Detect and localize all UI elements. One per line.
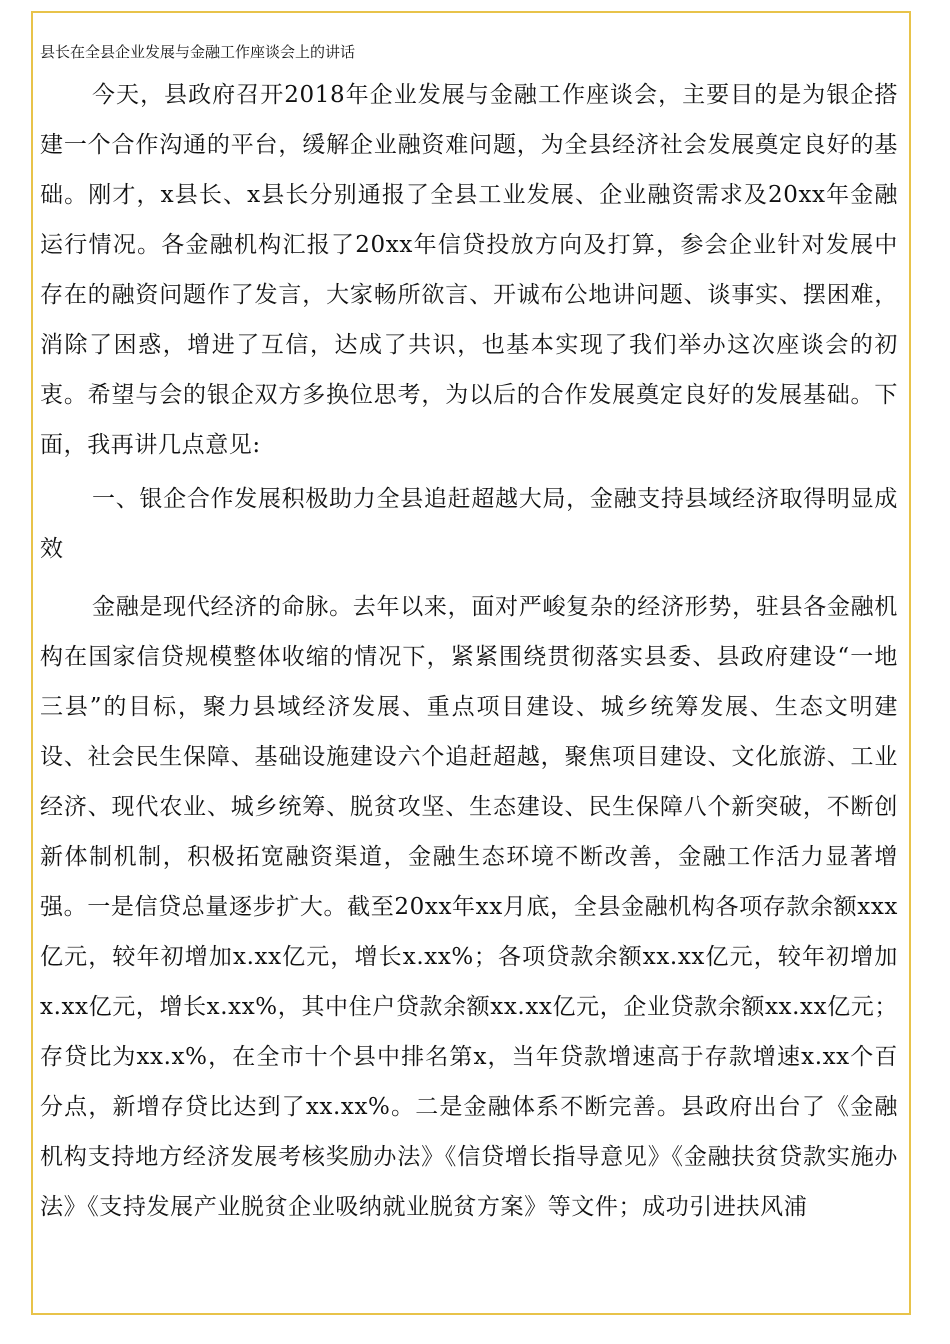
document-body	[40, 70, 898, 1232]
paragraph-intro: 今天，县政府召开2018年企业发展与金融工作座谈会，主要目的是为银企搭建一个合作沟通的平台，缓解企业融资难问题，为全县经济社会发展奠定良好的基础。刚才，x县长、x县长分别通报了全县工业发展、企业融资需求及20xx年金融运行情况。各金融机构汇报了20xx年信贷投放方向及打算，参会企业针对发展中存在的融资问题作了发言，大家畅所欲言、开诚布公地讲问题、谈事实、摆困难，消除了困惑，增进了互信，达成了共识，也基本实现了我们举办这次座谈会的初衷。希望与会的银企双方多换位思考，为以后的合作发展奠定良好的发展基础。下面，我再讲几点意见:	[40, 82, 898, 458]
document-header: 县长在全县企业发展与金融工作座谈会上的讲话	[40, 43, 356, 61]
section-heading-1: 一、银企合作发展积极助力全县追赶超越大局，金融支持县域经济取得明显成效	[40, 486, 898, 562]
paragraph-section-1: 金融是现代经济的命脉。去年以来，面对严峻复杂的经济形势，驻县各金融机构在国家信贷规模整体收缩的情况下，紧紧围绕贯彻落实县委、县政府建设“一地三县”的目标，聚力县域经济发展、重点项目建设、城乡统筹发展、生态文明建设、社会民生保障、基础设施建设六个追赶超越，聚焦项目建设、文化旅游、工业经济、现代农业、城乡统筹、脱贫攻坚、生态建设、民生保障八个新突破，不断创新体制机制，积极拓宽融资渠道，金融生态环境不断改善，金融工作活力显著增强。一是信贷总量逐步扩大。截至20xx年xx月底，全县金融机构各项存款余额xxx亿元，较年初增加x.xx亿元，增长x.xx%；各项贷款余额xx.xx亿元，较年初增加x.xx亿元，增长x.xx%，其中住户贷款余额xx.xx亿元，企业贷款余额xx.xx亿元；存贷比为xx.x%，在全市十个县中排名第x，当年贷款增速高于存款增速x.xx个百分点，新增存贷比达到了xx.xx%。二是金融体系不断完善。县政府出台了《金融机构支持地方经济发展考核奖励办法》《信贷增长指导意见》《金融扶贫贷款实施办法》《支持发展产业脱贫企业吸纳就业脱贫方案》等文件；成功引进扶风浦	[40, 594, 898, 1220]
